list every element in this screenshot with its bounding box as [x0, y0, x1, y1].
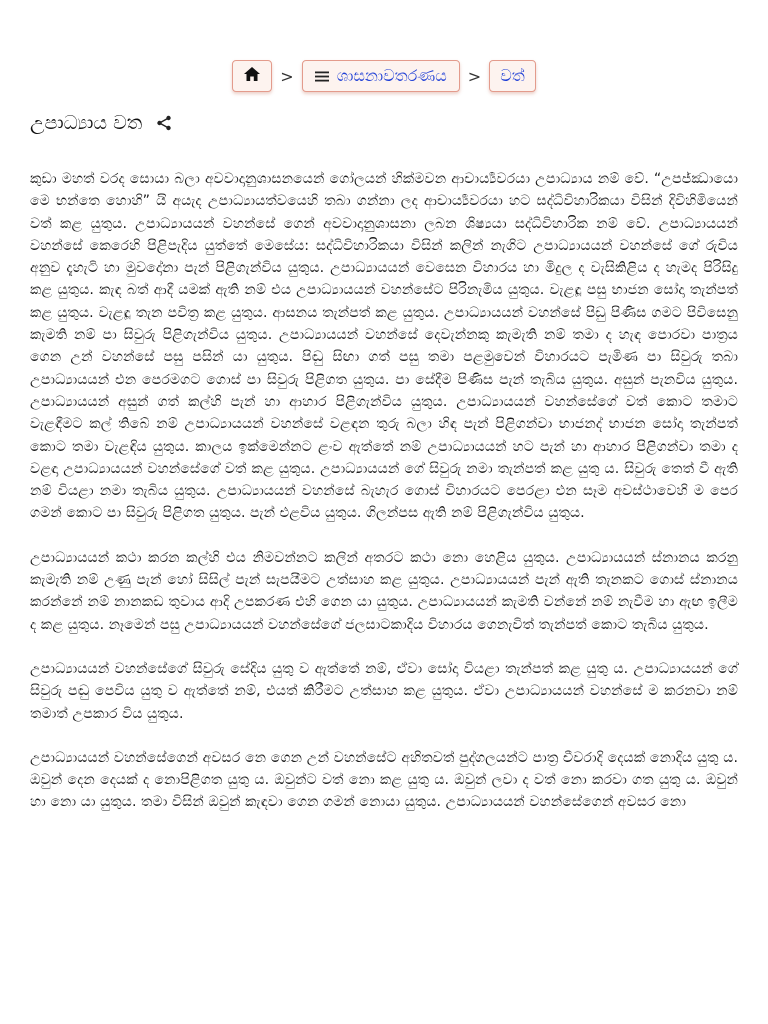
paragraph: උපාධ්‍යායයන් වහන්සේගෙන් අවසර නෙ ගෙන උන් වහන්සේට අහිතවත් පුද්ගලයන්ට පාත්‍ර චීවරාදි දෙයක් නොදිය යුතු ය. ඔවුන් දෙන දෙයක් ද නොපිළිගත යුතු ය. ඔවුන්ට වත් නො කළ යුතු ය. ඔවුන් ලවා ද වත් නො කරවා ගත යුතු ය. ඔවුන් හා නො යා යුතුය. තමා විසින් ඔවුන් කැඳවා ගෙන ගමන් නොයා යුතුය. උපාධ්‍යායයන් වහන්සේගෙන් අවසර නො: [30, 749, 738, 811]
breadcrumb-link-sasanavatharanaya[interactable]: [302, 60, 460, 92]
paragraph: කුඩා මහත් වරද සොයා බලා අවවාදානුශාසනයෙන් ගෝලයන් හික්මවන ආචාර්‍ය්‍යවරයා උපාධ්‍යාය නම් වේ. “උපජ්ඣායො මෙ භන්තෙ හොහි” යි අයැද උපාධ්‍යායත්වයෙහි තබා ගන්නා ලද ආචාර්‍ය්‍යවරයා හට සද්ධිවිහාරිකයා විසින් දිවිහිමියෙන් වත් කළ යුතුය. උපාධ්‍යායයන් වහන්සේ ගෙන් අවවාදානුශාසනා ලබන ශිෂ්‍යයා සද්ධිවිහාරික නම් වේ. උපාධ්‍යායයන් වහන්සේ කෙරෙහි පිළිපැදිය යුත්තේ මෙසේය: සද්ධිවිහාරිකයා විසින් කලින් නැගිට උපාධ්‍යායයන් වහන්සේ ගේ රුචිය අනුව දැහැටි හා මුවදෝනා පැන් පිළිගැන්විය යුතුය. උපාධ්‍යායයන් වෙසෙන විහාරය හා මිදුල ද වැසිකිළිය ද හැමද පිරිසිදු කළ යුතුය. කැඳ බත් ආදී යමක් ඇති නම් එය උපාධ්‍යායයන් වහන්සේට පිරිනැමිය යුතුය. වැළඳූ පසු භාජන සෝදා තැන්පත් කළ යුතුය. වැළඳූ තැන පවිත්‍ර කළ යුතුය. ආසනය තැන්පත් කළ යුතුය. උපාධ්‍යායයන් වහන්සේ පිඩු පිණිස ගමට පිවිසෙනු කැමති නම් පා සිවුරු පිළිගැන්විය යුතුය. උපාධ්‍යායයන් වහන්සේ දෙවැන්නකු කැමැති නම් තමා ද හැඳ පොරවා පාත්‍රය ගෙන උන් වහන්සේ පසු පසින් යා යුතුය. පිඬු සිඟා ගත් පසු තමා පළමුවෙන් විහාරයට පැමිණ පා සිවුරු තබා උපාධ්‍යායයන් එන පෙරමගට ගොස් පා සිවුරු පිළිගත යුතුය. පා සේදීම පිණිස පැන් තැබිය යුතුය. අසුන් පැනවිය යුතුය. උපාධ්‍යායයන් අසුන් ගත් කල්හි පැන් හා ආහාර පිළිගැන්විය යුතුය. උපාධ්‍යායයන් වහන්සේගේ වත් කොට තමාට වැළඳීමට කල් තිබේ නම් උපාධ්‍යායයන් වහන්සේ වළඳන තුරු බලා හිඳ පැන් පිළිගන්වා භාජනද් භාජන සෝදා තැන්පත් කොට තමා වැළඳිය යුතුය. කාලය ඉක්මෙන්නට ළංව ඇත්තේ නම් උපාධ්‍යායයන් හට පැන් හා ආහාර පිළිගන්වා තමා ද වළඳා උපාධ්‍යායයන් වහන්සේගේ වත් කළ යුතුය. උපාධ්‍යායයන් ගේ සිවුරු නමා තැන්පත් කළ යුතු ය. සිවුරු තෙත් වී ඇති නම් වියළා නමා තැබිය යුතුය. උපාධ්‍යායයන් වහන්සේ බැහැර ගොස් විහාරයට පෙරළා එන සෑම අවස්ථාවෙහි ම පෙර ගමන් කොට පා සිවුරු පිළිගත යුතුය. පැන් එළවිය යුතුය. ගිලන්පස ඇති නම් පිළිගැන්විය යුතුය.: [30, 171, 738, 522]
list-icon: [315, 67, 329, 86]
title-row: [30, 112, 172, 134]
breadcrumb-link-label: වත්: [500, 66, 525, 85]
breadcrumb: [0, 59, 768, 93]
breadcrumb-link-wath[interactable]: [489, 60, 536, 92]
breadcrumb-link-label: ශාසනාවතරණය: [336, 66, 447, 85]
share-icon[interactable]: [156, 115, 172, 131]
home-icon: [243, 66, 261, 86]
home-button[interactable]: [232, 60, 272, 92]
breadcrumb-separator: >: [467, 66, 482, 86]
article-body: [30, 168, 738, 836]
paragraph: උපාධ්‍යායයන් වහන්සේගේ සිවුරු සේදිය යුතු ව ඇත්තේ නම්, ඒවා සෝදා වියළා තැන්පත් කළ යුතු ය. උපාධ්‍යායයන් ගේ සිවුරු පඬු පෙවිය යුතු ව ඇත්තේ නම්, එයත් කිරීමට උත්සාහ කළ යුතුය. ඒවා උපාධ්‍යායයන් වහන්සේ ම කරනවා නම් තමාත් උපකාර විය යුතුය.: [30, 660, 738, 722]
breadcrumb-separator: >: [280, 66, 294, 86]
paragraph: උපාධ්‍යායයන් කථා කරන කල්හි එය නිමවන්නට කලින් අතරට කථා නො හෙළිය යුතුය. උපාධ්‍යායයන් ස්නානය කරනු කැමැති නම් උණු පැන් හෝ සිසිල් පැන් සැපයීමට උත්සාහ කළ යුතුය. උපාධ්‍යායයන් පැන් ඇති තැනකට ගොස් ස්නානය කරන්නේ නම් නානකඩ තුවාය ආදි උපකරණ එහි ගෙන යා යුතුය. උපාධ්‍යායයන් කැමති වන්නේ නම් නැවීම හා ඇඟ ඉලීම ද කළ යුතුය. නෑමෙන් පසු උපාධ්‍යායයන් වහන්සේගේ ජලසාටකාදිය විහාරය ගෙනැවිත් තැන්පත් කොට තැබිය යුතුය.: [30, 549, 738, 633]
page-title: උපාධ්‍යාය වත: [30, 112, 143, 134]
